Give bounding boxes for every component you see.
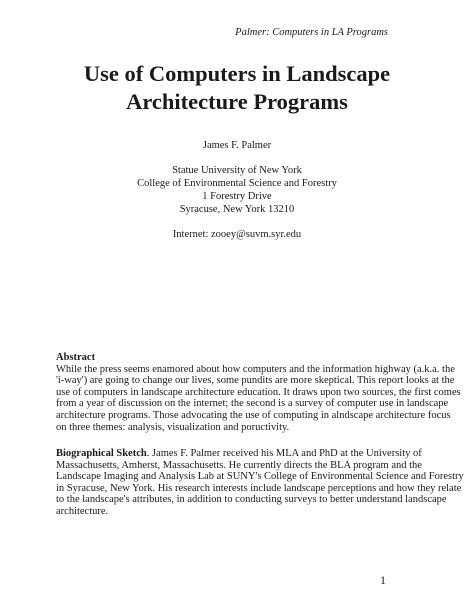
author-block <box>0 139 474 241</box>
author-name: James F. Palmer <box>202 140 272 151</box>
abstract-line: use of computers in landscape architecture education. It draws upon two sources, the first comes <box>56 386 461 398</box>
title-line-1: Use of Computers in Landscape <box>83 61 391 86</box>
affiliation-line: 1 Forestry Drive <box>202 191 272 202</box>
affiliation-line: Statue University of New York <box>172 165 302 176</box>
abstract-heading: Abstract <box>56 352 96 363</box>
abstract-line: While the press seems enamored about how computers and the information highway (a.k.a. the <box>56 363 455 375</box>
paper-title <box>0 60 474 116</box>
biographical-sketch-section <box>56 448 464 518</box>
abstract-line: architecture programs. Those advocating the use of computing in alndscape architecture focus <box>56 409 451 421</box>
affiliation-line: College of Environmental Science and Forestry <box>137 178 337 189</box>
bio-line: to the landscape's attributes, in addition to conducting surveys to better understand landscape <box>56 494 447 506</box>
title-line-2: Architecture Programs <box>126 89 348 114</box>
author-email: Internet: zooey@suvm.syr.edu <box>172 229 302 240</box>
bio-line: Landscape Imaging and Analysis Lab at SUNY's College of Environmental Science and Forestry <box>56 471 464 483</box>
abstract-section <box>56 352 461 433</box>
bio-first-line <box>56 448 422 460</box>
bio-line: in Syracuse, New York. His research interests include landscape perceptions and how they relate <box>56 482 462 494</box>
bio-line: Massachusetts, Amherst, Massachusetts. He currently directs the BLA program and the <box>56 459 422 471</box>
affiliation-line: Syracuse, New York 13210 <box>179 204 295 215</box>
bio-line: architecture. <box>56 505 109 517</box>
running-head: Palmer: Computers in LA Programs <box>235 27 388 38</box>
abstract-line: from a year of discussion on the internet; the second is a survey of computer use in landscape <box>56 398 449 410</box>
abstract-line: 'i-way') are going to change our lives, some pundits are more skeptical. This report looks at the <box>56 375 455 387</box>
bio-heading: Biographical Sketch <box>56 448 147 459</box>
page-number: 1 <box>380 573 386 587</box>
abstract-line: on three themes: analysis, visualization and poructivity. <box>56 421 290 433</box>
bio-first-line-text: . James F. Palmer received his MLA and PhD at the University of <box>146 448 422 459</box>
